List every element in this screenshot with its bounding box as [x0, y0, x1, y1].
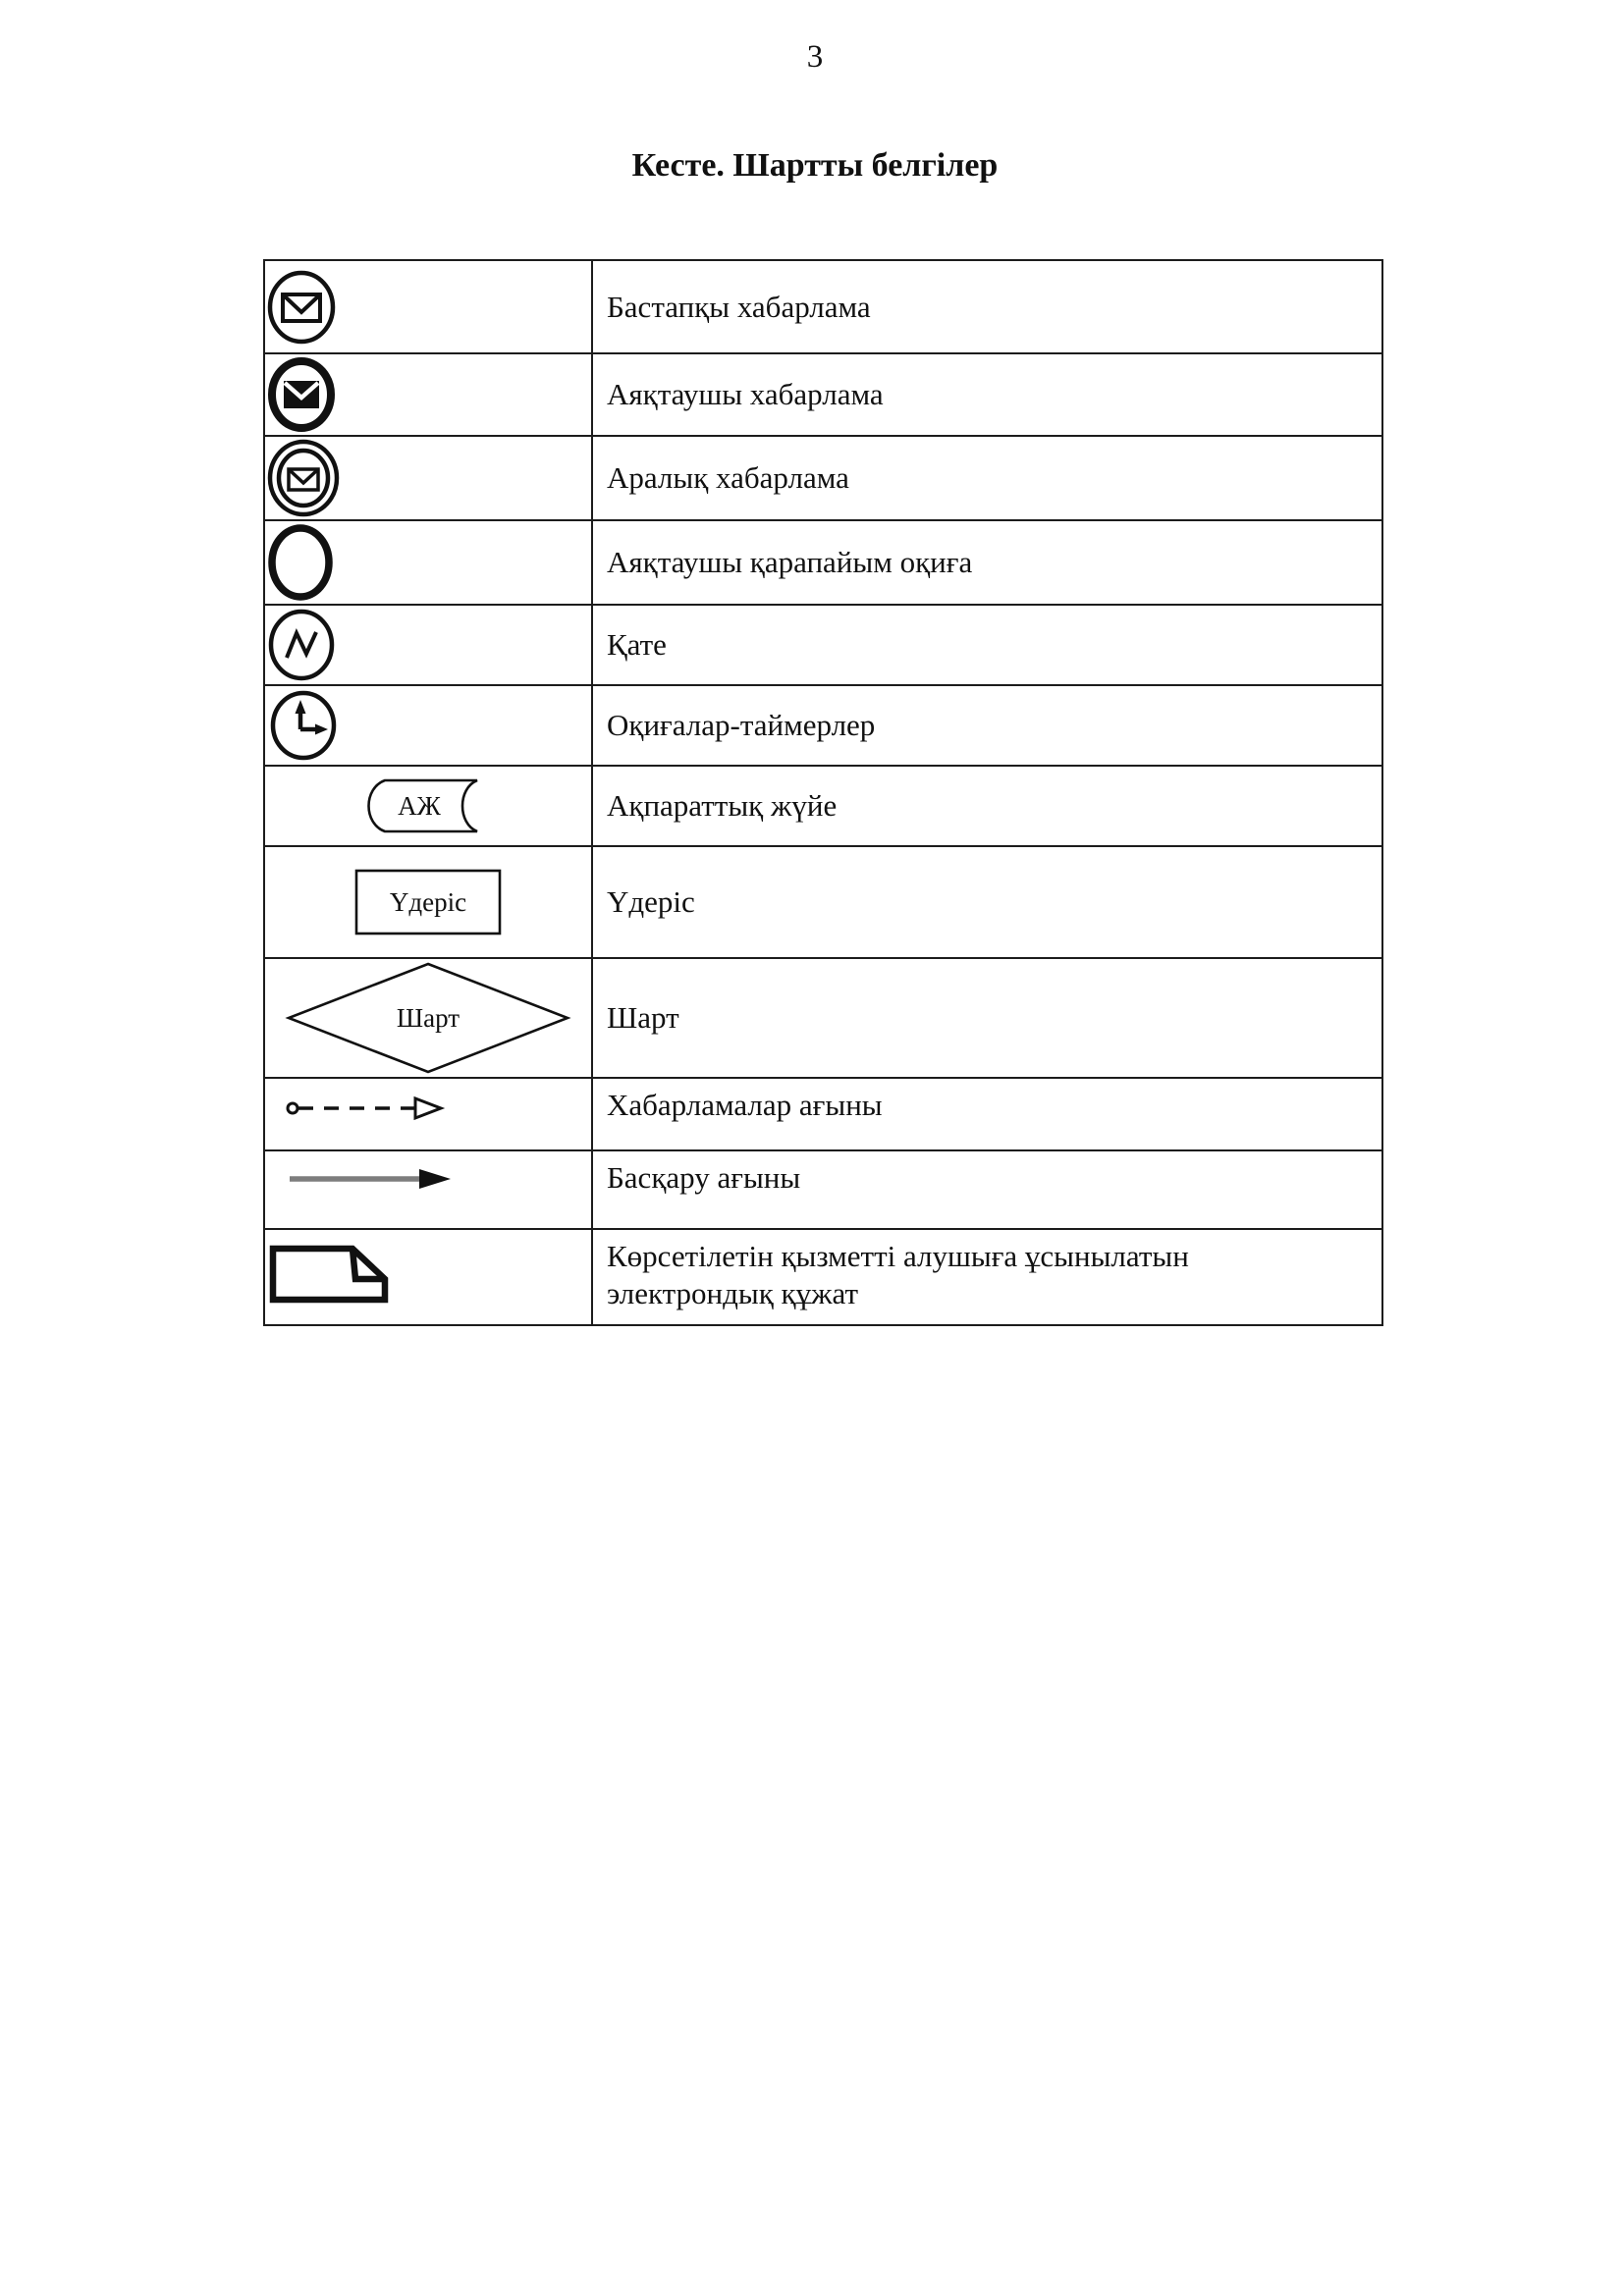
electronic-document-icon — [266, 1244, 392, 1307]
row-label: Көрсетілетін қызметті алушыға ұсынылатын электрондық құжат — [607, 1239, 1189, 1310]
table-row — [264, 260, 1382, 353]
row-label: Басқару ағыны — [607, 1160, 801, 1195]
page-number: 3 — [806, 39, 824, 75]
table-row — [264, 605, 1382, 685]
timer-event-icon — [266, 687, 341, 764]
symbol-cell — [264, 353, 592, 436]
symbol-cell — [264, 520, 592, 605]
table-row — [264, 436, 1382, 520]
label-cell — [592, 436, 1382, 520]
end-message-event-icon — [266, 355, 337, 434]
label-cell — [592, 958, 1382, 1078]
table-row — [264, 1078, 1382, 1150]
symbol-cell — [264, 605, 592, 685]
row-label: Бастапқы хабарлама — [607, 289, 871, 324]
intermediate-message-event-icon — [266, 438, 341, 518]
row-label: Хабарламалар ағыны — [607, 1088, 883, 1122]
row-label: Қате — [607, 627, 667, 663]
process-shape-text: Үдеріс — [389, 886, 467, 917]
symbol-cell — [264, 685, 592, 766]
table-row — [264, 958, 1382, 1078]
row-label: Аяқтаушы қарапайым оқиға — [607, 545, 973, 580]
row-label: Шарт — [607, 1000, 679, 1036]
row-label: Аяқтаушы хабарлама — [607, 377, 884, 412]
symbol-cell — [264, 1150, 592, 1229]
symbol-cell — [264, 766, 592, 846]
table-row — [264, 685, 1382, 766]
table-row — [264, 520, 1382, 605]
start-message-event-icon — [266, 269, 337, 346]
table-row — [264, 1229, 1382, 1325]
row-label: Аралық хабарлама — [607, 460, 849, 496]
row-label: Үдеріс — [607, 884, 695, 920]
condition-icon — [285, 961, 571, 1075]
table-row — [264, 353, 1382, 436]
symbol-cell — [264, 260, 592, 353]
page-title: Кесте. Шартты белгілер — [631, 147, 999, 184]
message-flow-icon — [285, 1093, 452, 1124]
information-system-shape-text: АЖ — [398, 790, 441, 821]
label-cell — [592, 520, 1382, 605]
information-system-icon — [354, 775, 502, 836]
symbol-cell — [264, 1229, 592, 1325]
row-label: Оқиғалар-таймерлер — [607, 708, 876, 743]
table-row — [264, 766, 1382, 846]
control-flow-icon — [285, 1165, 471, 1193]
label-cell — [592, 846, 1382, 958]
symbol-cell — [264, 436, 592, 520]
table-row — [264, 1150, 1382, 1229]
symbol-cell — [264, 846, 592, 958]
condition-shape-text: Шарт — [396, 1002, 460, 1033]
error-event-icon — [266, 607, 337, 683]
row-label: Ақпараттық жүйе — [607, 788, 838, 824]
process-icon — [354, 869, 502, 935]
table-row — [264, 846, 1382, 958]
label-cell — [592, 260, 1382, 353]
label-cell — [592, 353, 1382, 436]
label-cell — [592, 605, 1382, 685]
label-cell — [592, 1229, 1382, 1325]
legend-table — [263, 259, 1383, 1326]
label-cell — [592, 1078, 1382, 1150]
symbol-cell — [264, 958, 592, 1078]
label-cell — [592, 766, 1382, 846]
label-cell — [592, 685, 1382, 766]
end-simple-event-icon — [266, 522, 335, 603]
label-cell — [592, 1150, 1382, 1229]
symbol-cell — [264, 1078, 592, 1150]
